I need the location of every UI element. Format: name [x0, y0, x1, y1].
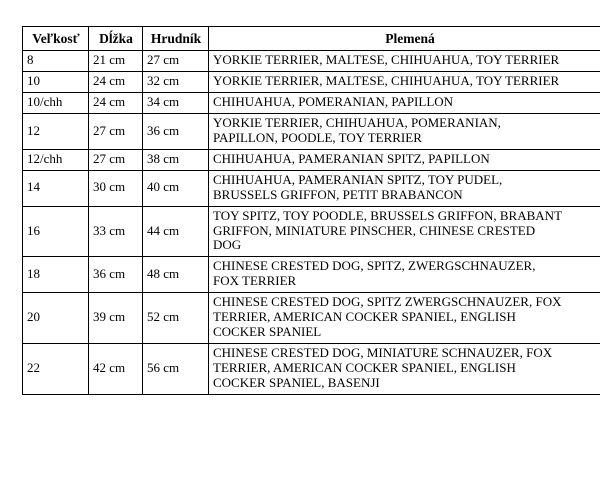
cell-breeds: [209, 113, 600, 149]
cell-breeds: [209, 72, 600, 93]
column-header-length: Dĺžka: [89, 27, 143, 51]
cell-chest: 48 cm: [143, 257, 209, 293]
cell-chest: 34 cm: [143, 92, 209, 113]
breed-line: COCKER SPANIEL: [213, 324, 322, 340]
table-row: [23, 149, 600, 170]
cell-length: 36 cm: [89, 257, 143, 293]
breed-line: CHINESE CRESTED DOG, SPITZ ZWERGSCHNAUZER, FOX: [213, 294, 562, 310]
cell-length: 27 cm: [89, 149, 143, 170]
cell-size: 10/chh: [23, 92, 89, 113]
table-header-row: [23, 27, 600, 51]
cell-length: 39 cm: [89, 293, 143, 344]
cell-breeds: [209, 344, 600, 395]
table-row: [23, 51, 600, 72]
cell-chest: 40 cm: [143, 170, 209, 206]
breed-line: DOG: [213, 237, 242, 253]
cell-size: 10: [23, 72, 89, 93]
breed-line: YORKIE TERRIER, MALTESE, CHIHUAHUA, TOY TERRIER: [213, 52, 560, 68]
cell-breeds: [209, 92, 600, 113]
cell-breeds: [209, 51, 600, 72]
table-row: [23, 293, 600, 344]
cell-breeds: [209, 170, 600, 206]
table-row: [23, 257, 600, 293]
table-header: [23, 27, 600, 51]
breed-line: YORKIE TERRIER, CHIHUAHUA, POMERANIAN,: [213, 114, 501, 130]
breed-line: YORKIE TERRIER, MALTESE, CHIHUAHUA, TOY TERRIER: [213, 73, 560, 89]
cell-chest: 44 cm: [143, 206, 209, 257]
cell-length: 24 cm: [89, 92, 143, 113]
column-header-breeds: Plemená: [209, 27, 600, 51]
breed-line: CHIHUAHUA, PAMERANIAN SPITZ, TOY PUDEL,: [213, 171, 503, 187]
cell-breeds: [209, 206, 600, 257]
table-body: [23, 51, 600, 395]
breed-line: PAPILLON, POODLE, TOY TERRIER: [213, 129, 422, 145]
table-row: [23, 206, 600, 257]
table-row: [23, 72, 600, 93]
cell-size: 20: [23, 293, 89, 344]
breed-line: CHIHUAHUA, POMERANIAN, PAPILLON: [213, 93, 454, 109]
cell-breeds: [209, 149, 600, 170]
column-header-size: Veľkosť: [23, 27, 89, 51]
table-row: [23, 344, 600, 395]
breed-line: CHINESE CRESTED DOG, MINIATURE SCHNAUZER, FOX: [213, 345, 553, 361]
cell-size: 16: [23, 206, 89, 257]
breed-line: FOX TERRIER: [213, 273, 297, 289]
cell-chest: 52 cm: [143, 293, 209, 344]
cell-breeds: [209, 257, 600, 293]
cell-size: 12: [23, 113, 89, 149]
cell-chest: 27 cm: [143, 51, 209, 72]
cell-chest: 36 cm: [143, 113, 209, 149]
cell-chest: 56 cm: [143, 344, 209, 395]
cell-length: 27 cm: [89, 113, 143, 149]
cell-length: 24 cm: [89, 72, 143, 93]
breed-line: TOY SPITZ, TOY POODLE, BRUSSELS GRIFFON, BRABANT: [213, 207, 563, 223]
cell-size: 22: [23, 344, 89, 395]
table-row: [23, 170, 600, 206]
cell-length: 30 cm: [89, 170, 143, 206]
cell-size: 14: [23, 170, 89, 206]
table-row: [23, 92, 600, 113]
cell-length: 42 cm: [89, 344, 143, 395]
cell-size: 8: [23, 51, 89, 72]
cell-chest: 38 cm: [143, 149, 209, 170]
column-header-chest: Hrudník: [143, 27, 209, 51]
table-row: [23, 113, 600, 149]
breed-line: COCKER SPANIEL, BASENJI: [213, 374, 380, 390]
cell-chest: 32 cm: [143, 72, 209, 93]
cell-breeds: [209, 293, 600, 344]
dog-size-chart-table: [22, 26, 600, 395]
breed-line: CHIHUAHUA, PAMERANIAN SPITZ, PAPILLON: [213, 150, 490, 166]
cell-length: 21 cm: [89, 51, 143, 72]
breed-line: BRUSSELS GRIFFON, PETIT BRABANCON: [213, 186, 463, 202]
cell-length: 33 cm: [89, 206, 143, 257]
cell-size: 12/chh: [23, 149, 89, 170]
breed-line: CHINESE CRESTED DOG, SPITZ, ZWERGSCHNAUZER,: [213, 258, 536, 274]
breed-line: TERRIER, AMERICAN COCKER SPANIEL, ENGLISH: [213, 360, 516, 376]
breed-line: TERRIER, AMERICAN COCKER SPANIEL, ENGLISH: [213, 309, 516, 325]
cell-size: 18: [23, 257, 89, 293]
breed-line: GRIFFON, MINIATURE PINSCHER, CHINESE CRESTED: [213, 222, 536, 238]
